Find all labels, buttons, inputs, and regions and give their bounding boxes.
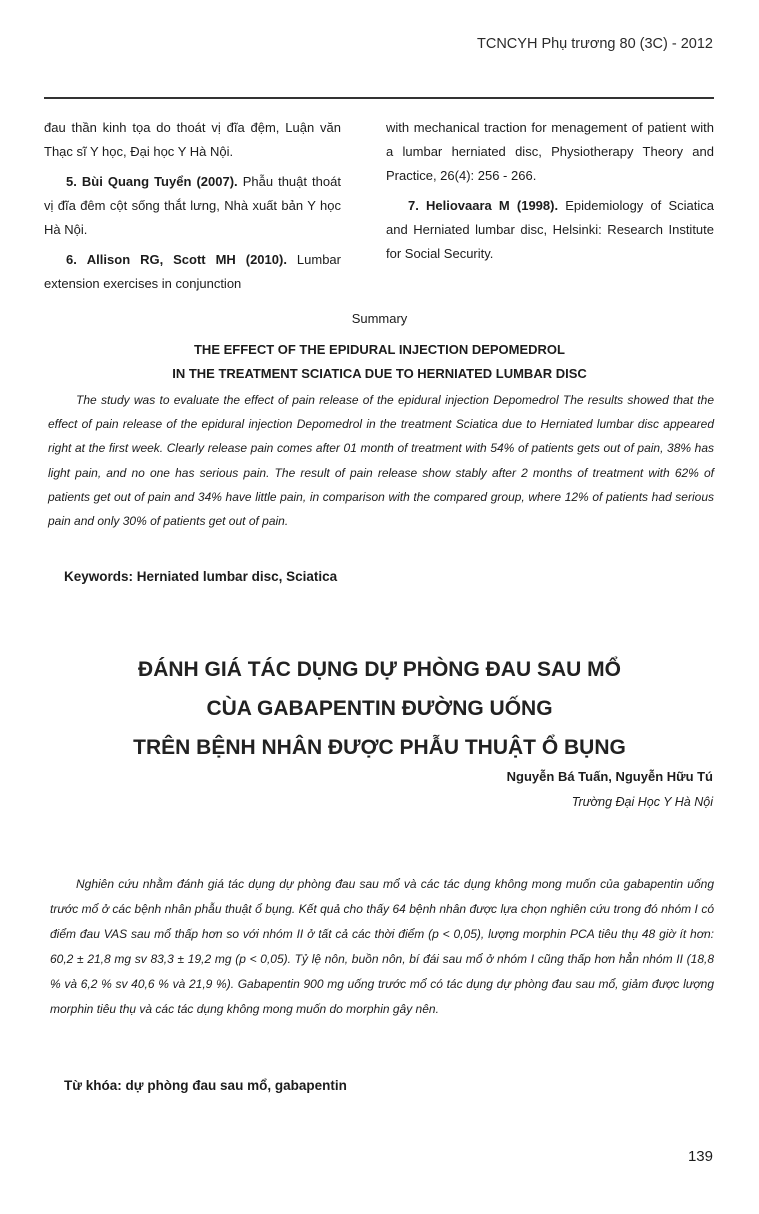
article-affiliation: Trường Đại Học Y Hà Nội bbox=[571, 795, 713, 809]
keywords-value: dự phòng đau sau mổ, gabapentin bbox=[125, 1078, 347, 1093]
reference-text: Epidemiology of Sciatica and Herniated lumbar disc, Helsinki: Research Institute for Social Security. bbox=[386, 198, 714, 261]
keywords-label: Keywords: bbox=[64, 569, 134, 584]
running-header: TCNCYH Phụ trương 80 (3C) - 2012 bbox=[477, 36, 713, 52]
header-rule bbox=[44, 97, 714, 99]
article-keywords bbox=[64, 1078, 347, 1093]
reference-5 bbox=[44, 170, 341, 242]
reference-authors: Bùi Quang Tuyển (2007). bbox=[81, 174, 238, 189]
reference-number: 7. bbox=[408, 198, 419, 213]
summary-title-line-2: IN THE TREATMENT SCIATICA DUE TO HERNIATED LUMBAR DISC bbox=[172, 366, 587, 381]
summary-heading: Summary bbox=[351, 311, 408, 326]
summary-title-line-1: THE EFFECT OF THE EPIDURAL INJECTION DEPOMEDROL bbox=[193, 342, 565, 357]
article-authors: Nguyễn Bá Tuấn, Nguyễn Hữu Tú bbox=[506, 769, 713, 784]
summary-abstract: The study was to evaluate the effect of pain release of the epidural injection Depomedrol The results showed that the effect of pain release of the epidural injection Depomedrol in the treatment Sciatica due to Herniated lumbar disc appeared right at the first week. Clearly release pain comes after 01 month of treatment with 54% of patients gets out of pain, 38% has light pain, and no one has serious pain. The result of pain release show stably after 2 months of treatment with 62% of patients get out of pain and 34% have little pain, in comparison with the compared group, where 12% of patients had serious pain and only 30% of patients get out of pain. bbox=[48, 393, 714, 529]
references-right-column bbox=[386, 116, 714, 272]
article-title-line-1: ĐÁNH GIÁ TÁC DỤNG DỰ PHÒNG ĐAU SAU MỔ bbox=[138, 658, 621, 681]
keywords-label: Từ khóa: bbox=[64, 1078, 122, 1093]
article-title-line-2: CÙA GABAPENTIN ĐƯỜNG UỐNG bbox=[206, 697, 553, 720]
reference-6 bbox=[44, 248, 341, 296]
reference-authors: Heliovaara M (1998). bbox=[426, 198, 559, 213]
reference-continuation: with mechanical traction for menagement of patient with a lumbar herniated disc, Physiotherapy Theory and Practice, 26(4): 256 - 266. bbox=[386, 120, 714, 183]
references-left-column bbox=[44, 116, 341, 302]
page-number: 139 bbox=[687, 1148, 713, 1165]
reference-continuation: đau thần kinh tọa do thoát vị đĩa đệm, Luận văn Thạc sĩ Y học, Đại học Y Hà Nội. bbox=[44, 120, 341, 159]
article-title bbox=[0, 650, 759, 767]
reference-text: Lumbar extension exercises in conjunction bbox=[44, 252, 341, 291]
reference-number: 6. bbox=[66, 252, 77, 267]
reference-authors: Allison RG, Scott MH (2010). bbox=[86, 252, 287, 267]
article-title-line-3: TRÊN BỆNH NHÂN ĐƯỢC PHẪU THUẬT Ổ BỤNG bbox=[133, 736, 626, 759]
summary-keywords bbox=[64, 569, 337, 584]
reference-text: Phẫu thuật thoát vị đĩa đêm cột sống thắt lưng, Nhà xuất bản Y học Hà Nội. bbox=[44, 174, 341, 237]
keywords-value: Herniated lumbar disc, Sciatica bbox=[136, 569, 338, 584]
article-abstract: Nghiên cứu nhằm đánh giá tác dụng dự phòng đau sau mổ và các tác dụng không mong muốn của gabapentin uống trước mổ ở các bệnh nhân phẫu thuật ổ bụng. Kết quả cho thấy 64 bệnh nhân được lựa chọn nghiên cứu trong đó nhóm I có điểm đau VAS sau mổ thấp hơn so với nhóm II ở tất cả các thời điểm (p < 0,05), lượng morphin PCA tiêu thụ 48 giờ ít hơn: 60,2 ± 21,8 mg sv 83,3 ± 19,2 mg (p < 0,05). Tỷ lệ nôn, buồn nôn, bí đái sau mổ ở nhóm I cũng thấp hơn hẳn nhóm II (18,8 % và 6,2 % sv 40,6 % và 21,9 %). Gabapentin 900 mg uống trước mổ có tác dụng dự phòng đau sau mổ, giảm được lượng morphin tiêu thụ và các tác dụng không mong muốn do morphin gây nên. bbox=[50, 877, 714, 1016]
reference-7 bbox=[386, 194, 714, 266]
reference-number: 5. bbox=[66, 174, 77, 189]
